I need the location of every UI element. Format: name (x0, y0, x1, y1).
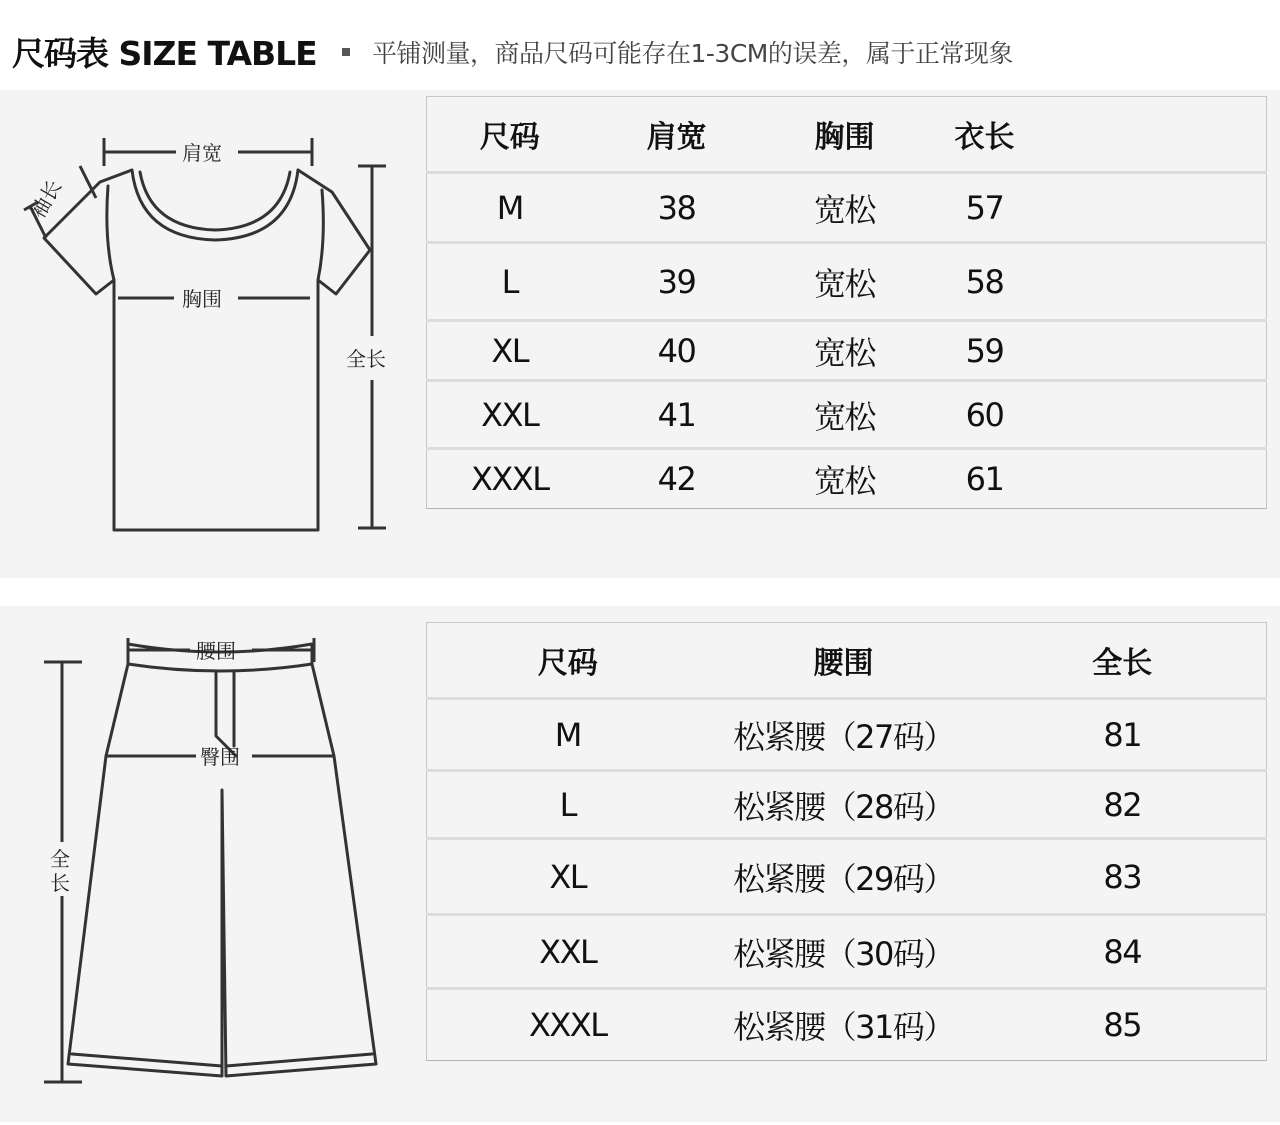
length-cell: 58 (929, 243, 1041, 321)
shoulder-cell: 39 (593, 243, 761, 321)
empty-cell (1041, 97, 1267, 173)
length-label-bottom: 长 (50, 871, 70, 895)
header-length: 衣长 (929, 97, 1041, 173)
table-row (427, 381, 1267, 449)
length-cell: 60 (929, 381, 1041, 449)
chest-cell: 宽松 (761, 381, 929, 449)
shoulder-cell: 42 (657, 460, 696, 498)
table-header-row (427, 623, 1267, 699)
empty-cell (1041, 173, 1267, 243)
size-cell: M (427, 173, 593, 243)
table-row (427, 915, 1267, 989)
header (0, 0, 1280, 90)
waist-label: 腰围 (196, 639, 236, 663)
bottom-size-panel (0, 606, 1280, 1122)
length-cell: 59 (929, 321, 1041, 381)
chest-cell: 宽松 (761, 173, 929, 243)
table-row (427, 699, 1267, 771)
size-cell: XXL (427, 915, 709, 989)
length-cell: 83 (979, 839, 1267, 915)
table-row (427, 989, 1267, 1061)
top-size-table (426, 96, 1267, 509)
size-cell: XL (427, 321, 593, 381)
table-row (427, 449, 1267, 509)
header-waist: 腰围 (709, 623, 979, 699)
measurement-note: 平铺测量，商品尺码可能存在1-3CM的误差，属于正常现象 (372, 39, 1013, 68)
empty-cell (1041, 449, 1267, 509)
table-row (427, 771, 1267, 839)
page-title: 尺码表 SIZE TABLE (12, 34, 317, 73)
sleeve-label: 袖长 (25, 175, 67, 223)
pants-diagram-icon (0, 606, 420, 1122)
empty-cell (1041, 321, 1267, 381)
header-size: 尺码 (427, 623, 709, 699)
length-label: 全长 (346, 347, 386, 371)
table-header-row (427, 97, 1267, 173)
shoulder-cell: 40 (593, 321, 761, 381)
size-cell: M (427, 699, 709, 771)
waist-cell: 松紧腰（30码） (709, 915, 979, 989)
size-cell: L (427, 771, 709, 839)
waist-cell: 松紧腰（27码） (709, 699, 979, 771)
table-row (427, 321, 1267, 381)
size-cell: L (427, 243, 593, 321)
header-length: 全长 (979, 623, 1267, 699)
shoulder-cell: 41 (593, 381, 761, 449)
length-label-top: 全 (50, 847, 70, 871)
length-cell: 82 (979, 771, 1267, 839)
table-row (427, 173, 1267, 243)
shoulder-cell: 38 (593, 173, 761, 243)
header-chest: 胸围 (761, 97, 929, 173)
size-cell: XXXL (470, 460, 549, 498)
table-row (427, 839, 1267, 915)
chest-cell: 宽松 (761, 321, 929, 381)
size-cell: XL (427, 839, 709, 915)
length-cell: 84 (979, 915, 1267, 989)
waist-cell: 松紧腰（28码） (709, 771, 979, 839)
table-row (427, 243, 1267, 321)
length-cell: 61 (965, 460, 1004, 498)
shoulder-label: 肩宽 (182, 141, 222, 165)
chest-label: 胸围 (182, 287, 222, 311)
header-shoulder: 肩宽 (593, 97, 761, 173)
length-cell: 57 (929, 173, 1041, 243)
waist-cell: 松紧腰（29码） (709, 839, 979, 915)
size-cell: XXL (427, 381, 593, 449)
bullet-icon (342, 48, 350, 56)
length-cell: 85 (1103, 1006, 1142, 1044)
waist-cell: 松紧腰（31码） (733, 1008, 954, 1046)
chest-cell: 宽松 (761, 243, 929, 321)
empty-cell (1041, 381, 1267, 449)
top-size-panel (0, 90, 1280, 578)
empty-cell (1041, 243, 1267, 321)
header-size: 尺码 (427, 97, 593, 173)
chest-cell: 宽松 (813, 462, 875, 500)
hip-label: 臀围 (200, 745, 240, 769)
size-cell: XXXL (528, 1006, 607, 1044)
bottom-size-table (426, 622, 1267, 1061)
length-cell: 81 (979, 699, 1267, 771)
tshirt-diagram-icon (0, 90, 420, 578)
